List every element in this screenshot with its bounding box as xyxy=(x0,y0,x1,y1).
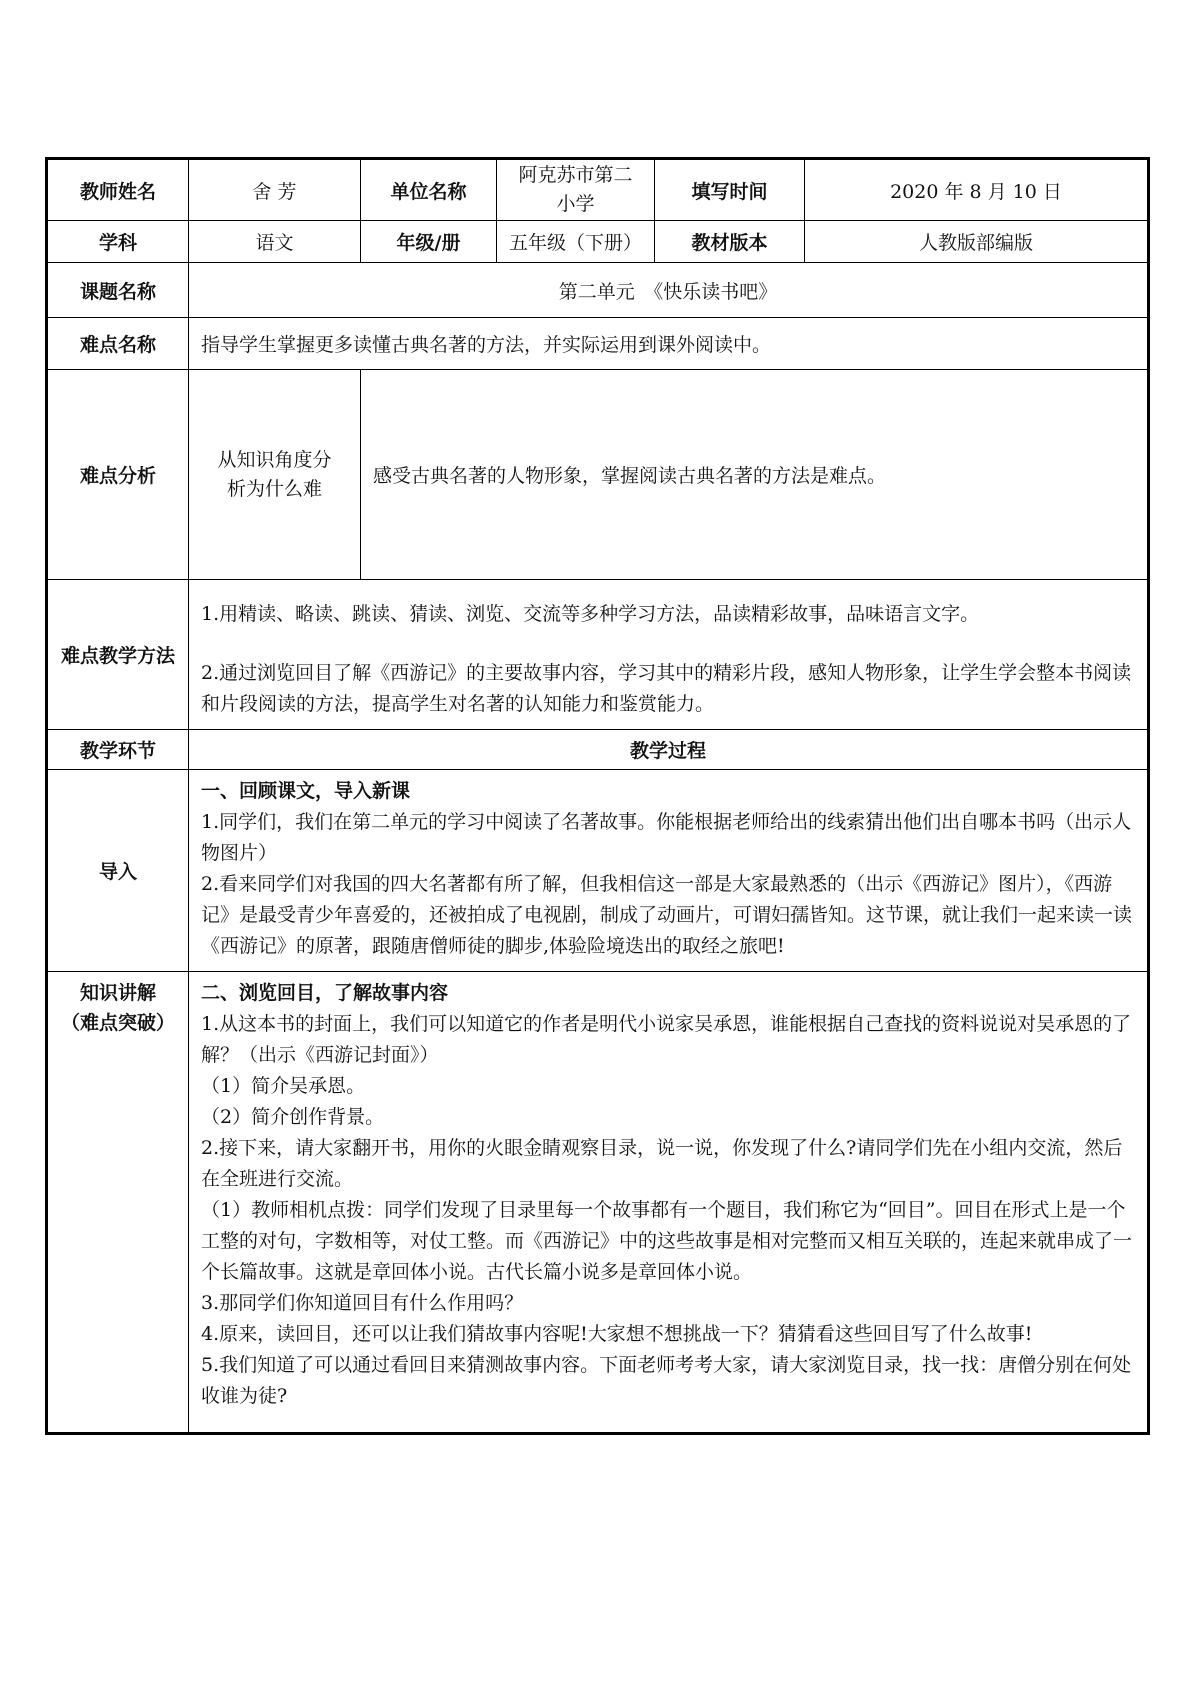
info-row-2 xyxy=(47,221,1149,263)
analysis-row xyxy=(47,370,1149,580)
knowledge-line: 3.那同学们你知道回目有什么作用吗？ xyxy=(201,1292,524,1314)
subject-value: 语文 xyxy=(189,221,361,263)
fill-date-value: 2020 年 8 月 10 日 xyxy=(805,159,1149,221)
knowledge-heading: 二、浏览回目，了解故事内容 xyxy=(201,982,449,1004)
intro-heading: 一、回顾课文，导入新课 xyxy=(201,780,411,802)
knowledge-line: （1）教师相机点拨：同学们发现了目录里每一个故事都有一个题目，我们称它为“回目”。回目在形式上是一个工整的对句，字数相等，对仗工整。而《西游记》中的这些故事是相对完整而又相互关联的，连起来就串成了一个长篇故事。这就是章回体小说。古代长篇小说多是章回体小说。 xyxy=(201,1199,1133,1283)
topic-row xyxy=(47,263,1149,318)
knowledge-line: 5.我们知道了可以通过看回目来猜测故事内容。下面老师考考大家，请大家浏览目录，找一找：唐僧分别在何处收谁为徒? xyxy=(201,1354,1132,1407)
knowledge-content xyxy=(189,972,1149,1434)
process-header-row xyxy=(47,730,1149,770)
knowledge-line: 1.从这本书的封面上，我们可以知道它的作者是明代小说家吴承恩，谁能根据自己查找的资料说说对吴承恩的了解？（出示《西游记封面》） xyxy=(201,1013,1132,1066)
difficulty-value: 指导学生掌握更多读懂古典名著的方法，并实际运用到课外阅读中。 xyxy=(189,318,1149,370)
info-row-1 xyxy=(47,159,1149,221)
edition-value: 人教版部编版 xyxy=(805,221,1149,263)
unit-name-label: 单位名称 xyxy=(361,159,497,221)
teacher-name-value: 舍 芳 xyxy=(189,159,361,221)
knowledge-line: 2.接下来，请大家翻开书，用你的火眼金睛观察目录，说一说，你发现了什么?请同学们先在小组内交流，然后在全班进行交流。 xyxy=(201,1137,1123,1190)
process-header: 教学过程 xyxy=(189,730,1149,770)
intro-row xyxy=(47,770,1149,972)
topic-label: 课题名称 xyxy=(47,263,189,318)
intro-content xyxy=(189,770,1149,972)
intro-line: 2.看来同学们对我国的四大名著都有所了解，但我相信这一部是大家最熟悉的（出示《西游记》图片），《西游记》是最受青少年喜爱的，还被拍成了电视剧，制成了动画片，可谓妇孺皆知。这节课，就让我们一起来读一读《西游记》的原著，跟随唐僧师徒的脚步,体验险境迭出的取经之旅吧! xyxy=(201,873,1133,957)
edition-label: 教材版本 xyxy=(655,221,805,263)
methods-content xyxy=(189,580,1149,730)
knowledge-label-line2: （难点突破） xyxy=(60,1012,175,1034)
grade-label: 年级/册 xyxy=(361,221,497,263)
topic-value: 第二单元 《快乐读书吧》 xyxy=(189,263,1149,318)
methods-row xyxy=(47,580,1149,730)
analysis-sub-label: 从知识角度分析为什么难 xyxy=(189,370,361,580)
methods-label: 难点教学方法 xyxy=(47,580,189,730)
knowledge-line: 4.原来，读回目，还可以让我们猜故事内容呢!大家想不想挑战一下？猜猜看这些回目写了什么故事! xyxy=(201,1323,1033,1345)
knowledge-row xyxy=(47,972,1149,1434)
knowledge-line: （1）简介吴承恩。 xyxy=(201,1075,366,1097)
difficulty-row xyxy=(47,318,1149,370)
knowledge-label-line1: 知识讲解 xyxy=(79,982,156,1004)
difficulty-label: 难点名称 xyxy=(47,318,189,370)
subject-label: 学科 xyxy=(47,221,189,263)
knowledge-label xyxy=(47,972,189,1434)
stage-header: 教学环节 xyxy=(47,730,189,770)
intro-line: 1.同学们，我们在第二单元的学习中阅读了名著故事。你能根据老师给出的线索猜出他们出自哪本书吗（出示人物图片） xyxy=(201,811,1132,864)
teacher-name-label: 教师姓名 xyxy=(47,159,189,221)
unit-name-value: 阿克苏市第二小学 xyxy=(497,159,655,221)
knowledge-line: （2）简介创作背景。 xyxy=(201,1106,385,1128)
intro-label: 导入 xyxy=(47,770,189,972)
analysis-label: 难点分析 xyxy=(47,370,189,580)
method-item: 2.通过浏览回目了解《西游记》的主要故事内容，学习其中的精彩片段，感知人物形象，让学生学会整本书阅读和片段阅读的方法，提高学生对名著的认知能力和鉴赏能力。 xyxy=(201,662,1132,715)
analysis-value: 感受古典名著的人物形象，掌握阅读古典名著的方法是难点。 xyxy=(361,370,1149,580)
lesson-plan-table xyxy=(45,157,1150,1435)
grade-value: 五年级（下册） xyxy=(497,221,655,263)
method-item: 1.用精读、略读、跳读、猜读、浏览、交流等多种学习方法，品读精彩故事，品味语言文字。 xyxy=(201,603,980,625)
fill-date-label: 填写时间 xyxy=(655,159,805,221)
